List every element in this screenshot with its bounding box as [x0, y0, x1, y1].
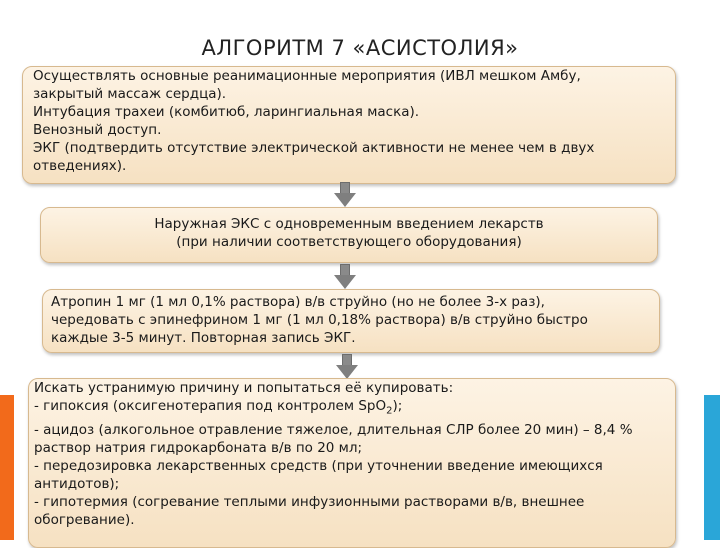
step2-line: Наружная ЭКС с одновременным введением лекарств: [154, 216, 544, 232]
step1-line: закрытый массаж сердца).: [33, 86, 227, 102]
step4-hypoxia-text: - гипоксия (оксигенотерапия под контролем SpO: [34, 398, 387, 414]
step3-line: Атропин 1 мг (1 мл 0,1% раствора) в/в струйно (но не более 3-х раз),: [51, 294, 545, 310]
step4-line: антидотов);: [34, 475, 120, 492]
step1-line: Венозный доступ.: [33, 122, 162, 138]
step4-line: - гипотермия (согревание теплыми инфузионными растворами в/в, внешнее: [34, 493, 585, 510]
step4-line: раствор натрия гидрокарбоната в/в по 20 мл;: [34, 439, 363, 456]
step4-line: Искать устранимую причину и попытаться её купировать:: [34, 380, 454, 396]
orange-side-bar: [0, 395, 14, 540]
step4-line: - ацидоз (алкогольное отравление тяжелое, длительная СЛР более 20 мин) – 8,4 %: [34, 421, 633, 438]
step1-line: Осуществлять основные реанимационные мероприятия (ИВЛ мешком Амбу,: [33, 68, 581, 84]
step1-line: Интубация трахеи (комбитюб, ларингиальная маска).: [33, 104, 420, 120]
step-box-external-pacing: [40, 207, 658, 263]
step1-line: ЭКГ (подтвердить отсутствие электрической активности не менее чем в двух: [33, 140, 595, 156]
step3-line: каждые 3-5 минут. Повторная запись ЭКГ.: [51, 330, 356, 346]
down-arrow-icon: [334, 182, 356, 208]
down-arrow-icon: [336, 354, 358, 380]
step1-line: отведениях).: [33, 158, 127, 174]
down-arrow-icon: [334, 264, 356, 290]
page-title: АЛГОРИТМ 7 «АСИСТОЛИЯ»: [201, 36, 519, 60]
step4-hypoxia-tail: );: [392, 398, 403, 414]
step-box-basic-resuscitation: [22, 66, 676, 184]
step-box-atropine-epinephrine: [42, 289, 660, 353]
step-box-reversible-causes: [28, 378, 676, 548]
blue-side-bar: [704, 395, 720, 540]
step4-line-hypoxia: [34, 397, 675, 421]
step4-line: обогревание).: [34, 511, 135, 528]
step4-line: - передозировка лекарственных средств (при уточнении введение имеющихся: [34, 457, 603, 474]
spo2-subscript: 2: [386, 405, 393, 417]
step2-line: (при наличии соответствующего оборудования): [176, 234, 522, 250]
step3-line: чередовать с эпинефрином 1 мг (1 мл 0,18% раствора) в/в струйно быстро: [51, 312, 588, 328]
